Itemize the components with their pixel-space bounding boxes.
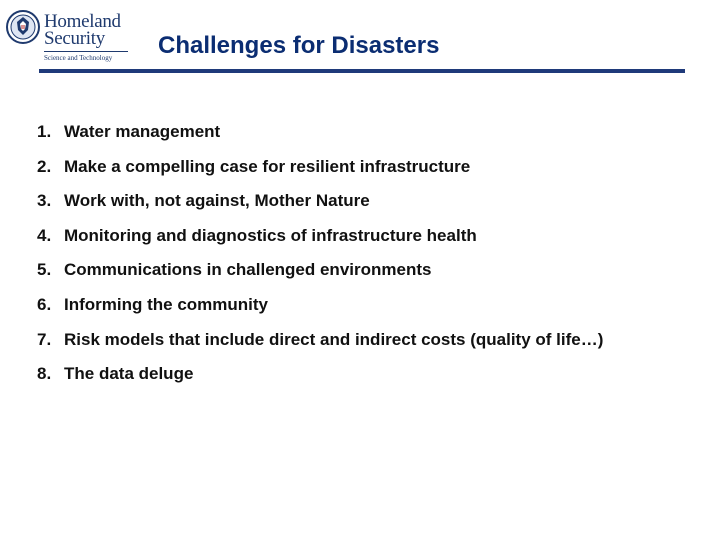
slide-title: Challenges for Disasters [158, 32, 440, 59]
list-item [37, 120, 220, 144]
list-item-text: Communications in challenged environments [64, 260, 432, 280]
list-item-text: The data deluge [64, 364, 194, 384]
list-item [37, 362, 193, 386]
list-item-number: 4. [37, 225, 52, 245]
list-item-number: 1. [37, 122, 52, 141]
list-item-number: 5. [37, 260, 52, 280]
list-item-number: 7. [37, 329, 52, 349]
list-item-text: Water management [64, 122, 221, 141]
logo-name-line1: Homeland [44, 11, 121, 32]
dhs-seal-icon [6, 10, 40, 44]
list-item-text: Risk models that include direct and indirect costs (quality of life…) [64, 329, 604, 349]
logo-divider [44, 51, 128, 52]
dhs-logo [6, 8, 128, 66]
list-item-number: 6. [37, 295, 52, 314]
list-item-text: Make a compelling case for resilient infrastructure [64, 156, 471, 176]
title-divider [39, 69, 685, 73]
list-item-number: 3. [37, 191, 52, 211]
list-item-number: 8. [37, 364, 52, 384]
list-item [37, 328, 603, 352]
list-item-text: Monitoring and diagnostics of infrastructure health [64, 225, 477, 245]
list-item [37, 258, 431, 282]
list-item [37, 189, 370, 213]
list-item [37, 224, 477, 248]
list-item-number: 2. [37, 156, 52, 176]
list-item [37, 293, 268, 317]
list-item-text: Informing the community [64, 295, 268, 314]
logo-name-line2: Security [44, 28, 105, 49]
list-item [37, 155, 470, 179]
logo-subtitle: Science and Technology [44, 54, 113, 62]
list-item-text: Work with, not against, Mother Nature [64, 191, 370, 211]
